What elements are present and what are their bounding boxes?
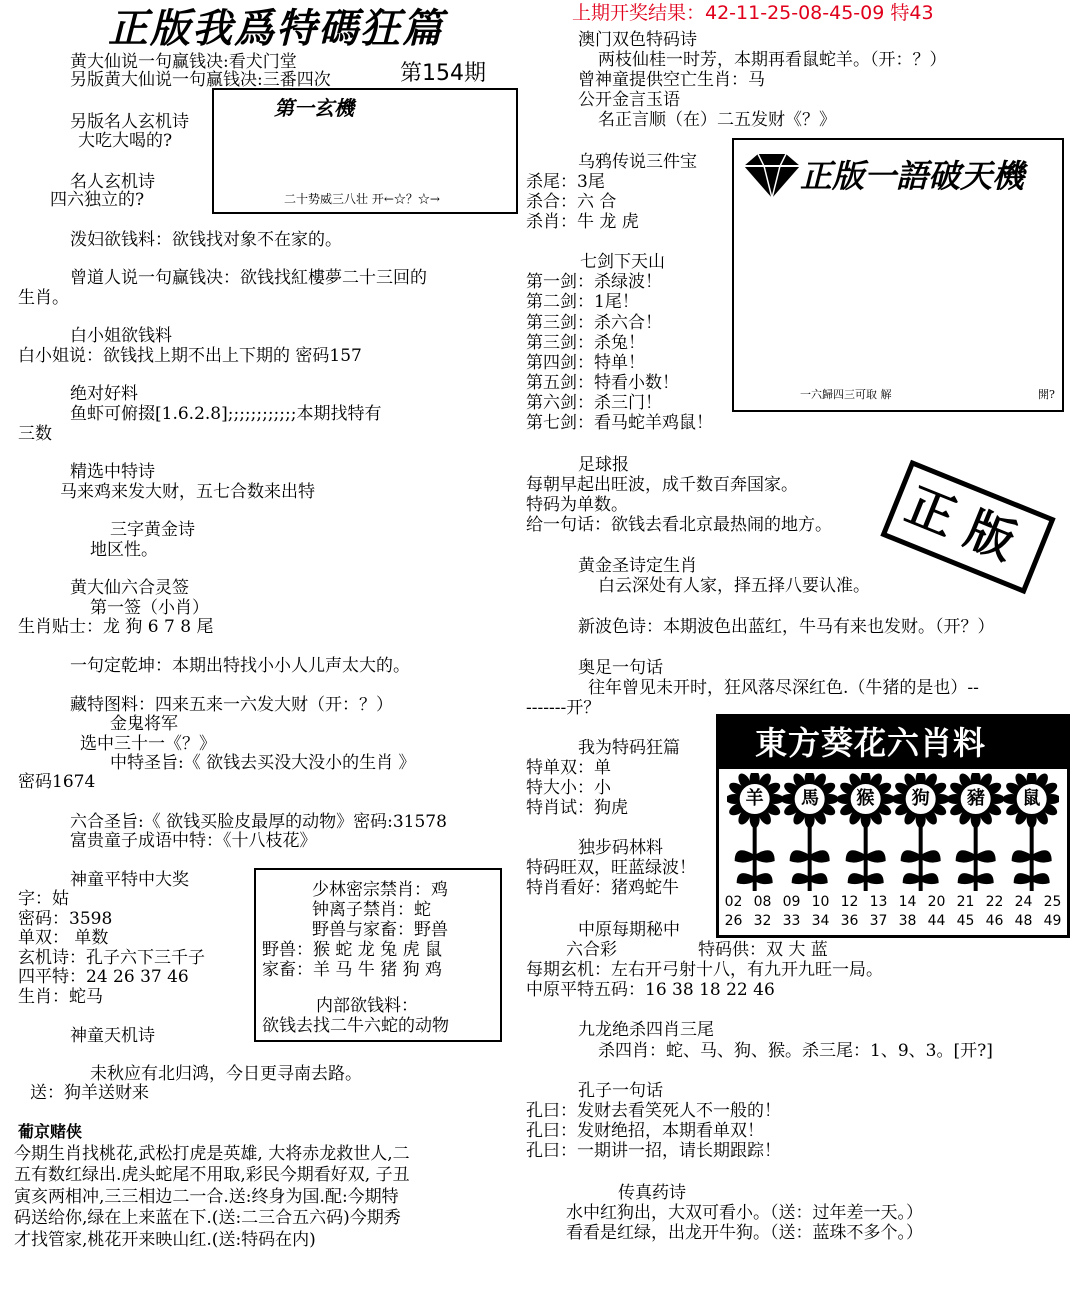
- right-line-7: 杀尾：3尾: [526, 172, 605, 192]
- sunflower-zodiac: [948, 773, 1003, 893]
- shaolin-line-3: 野兽与家畜：野兽: [312, 920, 448, 940]
- diamond-icon: [740, 152, 804, 200]
- left-line-44: 码送给你,绿在上来蓝在下.(送:二三合五六码)今期秀: [14, 1208, 401, 1228]
- shaolin-line-6: 内部欲钱料：: [316, 996, 418, 1016]
- sunflower-number: 09: [782, 894, 801, 910]
- right-line-22: 给一句话：欲钱去看北京最热闹的地方。: [526, 515, 832, 535]
- right-line-39: 每期玄机：左右开弓射十八，有九开九旺一局。: [526, 960, 883, 980]
- right-line-41: 九龙绝杀四肖三尾: [578, 1020, 714, 1040]
- right-line-1: 澳门双色特码诗: [578, 30, 697, 50]
- sunflower-zodiac: [838, 773, 893, 893]
- left-line-2: 另版黄大仙说一句赢钱决:三番四次: [70, 70, 331, 90]
- right-line-32: 特肖试：狗虎: [526, 798, 628, 818]
- right-line-44: 孔曰：发财去看笑死人不一般的！: [526, 1101, 781, 1121]
- sunflower-number: 38: [898, 913, 917, 929]
- left-line-10: 白小姐欲钱料: [70, 326, 172, 346]
- sunflower-number: 08: [753, 894, 772, 910]
- left-line-36: 生肖：蛇马: [18, 987, 103, 1007]
- right-line-10: 七剑下天山: [580, 252, 665, 272]
- right-line-16: 第五剑：特看小数！: [526, 373, 679, 393]
- sunflower-number: 25: [1043, 894, 1062, 910]
- left-line-39: 送：狗羊送财来: [30, 1083, 149, 1103]
- left-line-24: 金鬼将军: [110, 714, 178, 734]
- shaolin-line-1: 少林密宗禁肖：鸡: [312, 880, 448, 900]
- left-line-33: 单双： 单数: [18, 928, 109, 948]
- right-line-14: 第三剑：杀兔！: [526, 333, 645, 353]
- sunflower-zodiac: [893, 773, 948, 893]
- sunflower-number: 49: [1043, 913, 1062, 929]
- sunflower-title: 東方葵花六肖料: [755, 724, 987, 762]
- first-mystery-box: [212, 88, 518, 214]
- shaolin-line-7: 欲钱去找二牛六蛇的动物: [262, 1016, 449, 1036]
- sunflower-number: 24: [1014, 894, 1033, 910]
- shaolin-box: [254, 868, 502, 1042]
- sunflower-zodiac-label: 狗: [911, 788, 930, 809]
- left-line-11: 白小姐说：欲钱找上期不出上下期的 密码157: [18, 346, 362, 366]
- left-line-41: 今期生肖找桃花,武松打虎是英雄, 大将赤龙救世人,二: [14, 1144, 410, 1164]
- right-line-12: 第二剑：1尾！: [526, 292, 639, 312]
- left-line-42: 五有数红绿出.虎头蛇尾不用取,彩民今期看好双, 子丑: [14, 1165, 410, 1185]
- issue-number: 第154期: [400, 61, 486, 86]
- right-line-19: 足球报: [578, 455, 629, 475]
- left-line-3: 另版名人玄机诗: [70, 112, 189, 132]
- sunflower-number: 20: [927, 894, 946, 910]
- sunflower-number: 44: [927, 913, 946, 929]
- right-line-21: 特码为单数。: [526, 495, 628, 515]
- right-line-25: 新波色诗：本期波色出蓝红，牛马有来也发财。（开？）: [578, 617, 995, 637]
- right-line-9: 杀肖：牛 龙 虎: [526, 212, 639, 232]
- right-line-38: 特码供：双 大 蓝: [698, 940, 828, 960]
- right-line-24: 白云深处有人家，择五择八要认准。: [598, 576, 870, 596]
- masthead: 正版我爲特碼狂篇: [108, 6, 444, 52]
- sunflower-number: 36: [840, 913, 859, 929]
- right-line-30: 特单双：单: [526, 758, 611, 778]
- right-line-37: 六合彩: [566, 940, 617, 960]
- right-line-15: 第四剑：特单！: [526, 353, 645, 373]
- sunflower-number: 33: [782, 913, 801, 929]
- potianji-text: 一六歸四三可取 解: [800, 388, 892, 401]
- sunflower-number: 46: [985, 913, 1004, 929]
- left-line-32: 密码：3598: [18, 909, 113, 929]
- sunflower-number: 22: [985, 894, 1004, 910]
- left-line-26: 中特圣旨:《 欲钱去买没大没小的生肖 》: [110, 753, 416, 773]
- left-line-7: 泼妇欲钱料：欲钱找对象不在家的。: [70, 230, 342, 250]
- left-line-15: 精选中特诗: [70, 462, 155, 482]
- left-line-19: 黄大仙六合灵签: [70, 578, 189, 598]
- shaolin-line-4: 野兽：猴 蛇 龙 兔 虎 鼠: [262, 940, 443, 960]
- left-line-1: 黄大仙说一句赢钱决:看犬门堂: [70, 52, 297, 72]
- left-line-5: 名人玄机诗: [70, 172, 155, 192]
- left-line-4: 大吃大喝的?: [78, 131, 173, 151]
- sunflower-number: 32: [753, 913, 772, 929]
- right-line-45: 孔曰：发财绝招，本期看单双！: [526, 1121, 764, 1141]
- sunflower-zodiac: [1004, 773, 1059, 893]
- potianji-answer: 開?: [1038, 388, 1055, 401]
- sunflower-number: 12: [840, 894, 859, 910]
- first-mystery-text: 二十势威三八壮 开←☆？☆→: [284, 192, 440, 206]
- sunflower-number: 48: [1014, 913, 1033, 929]
- right-line-6: 乌鸦传说三件宝: [578, 152, 697, 172]
- genuine-stamp: [880, 460, 1055, 594]
- sunflower-zodiac-label: 猴: [856, 788, 875, 809]
- left-line-16: 马来鸡来发大财，五七合数来出特: [60, 482, 315, 502]
- right-line-46: 孔曰：一期讲一招，请长期跟踪！: [526, 1141, 781, 1161]
- sunflower-zodiac-label: 豬: [966, 788, 985, 809]
- left-line-22: 一句定乾坤：本期出特找小小人儿声太大的。: [70, 656, 410, 676]
- left-line-25: 选中三十一《？》: [80, 734, 216, 754]
- first-mystery-title: 第一玄機: [274, 96, 354, 120]
- right-line-2: 两枝仙桂一时芳，本期再看鼠蛇羊。（开：？）: [598, 50, 947, 70]
- left-line-8: 曾道人说一句赢钱决：欲钱找紅樓夢二十三回的: [70, 268, 427, 288]
- left-line-13: 鱼虾可俯掇[1.6.2.8];;;;;;;;;;;;本期找特有: [70, 404, 382, 424]
- left-line-17: 三字黄金诗: [110, 520, 195, 540]
- sunflower-zodiac: [727, 773, 782, 893]
- right-line-49: 看看是红绿，出龙开牛狗。（送：蓝珠不多个。）: [566, 1223, 923, 1243]
- sunflower-zodiac: [782, 773, 837, 893]
- left-line-27: 密码1674: [18, 772, 96, 792]
- left-line-21: 生肖贴士：龙 狗 6 7 8 尾: [18, 617, 214, 637]
- right-line-28: -------开？: [526, 698, 601, 718]
- left-line-43: 寅亥两相冲,三三相边二一合.送:终身为国.配:今期特: [14, 1187, 399, 1207]
- sunflower-number: 10: [811, 894, 830, 910]
- right-line-48: 水中红狗出，大双可看小。（送：过年差一天。）: [566, 1203, 923, 1223]
- left-line-31: 字：姑: [18, 889, 69, 909]
- number-row-2: [719, 912, 1067, 930]
- potianji-box: [732, 138, 1064, 412]
- right-line-3: 曾神童提供空亡生肖：马: [578, 70, 765, 90]
- right-line-36: 中原每期秘中: [578, 920, 680, 940]
- left-line-14: 三数: [18, 424, 52, 444]
- sunflower-zodiac-label: 馬: [800, 788, 819, 809]
- left-line-28: 六合圣旨:《 欲钱买脸皮最厚的动物》密码:31578: [70, 812, 447, 832]
- left-line-6: 四六独立的?: [50, 190, 145, 210]
- sunflower-number: 45: [956, 913, 975, 929]
- left-line-34: 玄机诗：孔子六下三千子: [18, 948, 205, 968]
- sunflower-number: 37: [869, 913, 888, 929]
- right-line-23: 黄金圣诗定生肖: [578, 556, 697, 576]
- right-line-34: 特码旺双，旺蓝绿波！: [526, 858, 696, 878]
- sunflower-zodiac-label: 羊: [745, 788, 764, 809]
- right-line-29: 我为特码狂篇: [578, 738, 680, 758]
- right-line-43: 孔子一句话: [578, 1081, 663, 1101]
- left-line-45: 才找管家,桃花开来映山红.(送:特码在内): [14, 1230, 316, 1250]
- right-line-33: 独步码林料: [578, 838, 663, 858]
- sunflower-number: 21: [956, 894, 975, 910]
- sunflower-number: 02: [724, 894, 743, 910]
- number-row-1: [719, 893, 1067, 911]
- sunflower-number: 13: [869, 894, 888, 910]
- right-line-26: 奥足一句话: [578, 658, 663, 678]
- right-line-4: 公开金言玉语: [578, 90, 680, 110]
- sunflower-number: 26: [724, 913, 743, 929]
- right-line-35: 特肖看好：猪鸡蛇牛: [526, 878, 679, 898]
- left-line-35: 四平特：24 26 37 46: [18, 967, 189, 987]
- left-line-38: 未秋应有北归鸿，今日更寻南去路。: [90, 1064, 362, 1084]
- left-line-40: 葡京赌侠: [18, 1122, 83, 1141]
- right-line-31: 特大小：小: [526, 778, 611, 798]
- potianji-title: 正版一語破天機: [800, 157, 1025, 195]
- left-line-18: 地区性。: [90, 540, 158, 560]
- shaolin-line-5: 家畜：羊 马 牛 猪 狗 鸡: [262, 960, 443, 980]
- left-line-12: 绝对好料: [70, 384, 138, 404]
- right-line-13: 第三剑：杀六合！: [526, 313, 662, 333]
- left-line-20: 第一签（小肖）: [90, 598, 209, 618]
- shaolin-line-2: 钟离子禁肖：蛇: [312, 900, 431, 920]
- right-line-18: 第七剑：看马蛇羊鸡鼠！: [526, 413, 713, 433]
- right-line-40: 中原平特五码：16 38 18 22 46: [526, 980, 775, 1000]
- last-result: 上期开奖结果：42-11-25-08-45-09 特43: [572, 2, 934, 24]
- sunflower-zodiac-label: 鼠: [1022, 788, 1041, 809]
- left-line-23: 藏特图料：四来五来一六发大财（开：？）: [70, 695, 393, 715]
- left-line-29: 富贵童子成语中特：《十八枝花》: [70, 831, 317, 851]
- right-line-11: 第一剑：杀绿波！: [526, 272, 662, 292]
- right-line-17: 第六剑：杀三门！: [526, 393, 662, 413]
- left-line-9: 生肖。: [18, 288, 69, 308]
- right-line-47: 传真药诗: [618, 1183, 686, 1203]
- sunflower-number: 34: [811, 913, 830, 929]
- right-line-8: 杀合：六 合: [526, 192, 617, 212]
- right-line-5: 名正言顺（在）二五发财《？》: [598, 110, 836, 130]
- sunflower-box: [716, 714, 1070, 938]
- genuine-stamp-text: 正版: [898, 477, 1038, 577]
- zodiac-row: [727, 773, 1059, 893]
- right-line-20: 每朝早起出旺波，成千数百奔国家。: [526, 475, 798, 495]
- sunflower-number: 14: [898, 894, 917, 910]
- right-line-42: 杀四肖：蛇、马、狗、猴。杀三尾：1、9、3。[开?]: [598, 1041, 993, 1061]
- right-line-27: 往年曾见未开时，狂风落尽深红色.（牛猪的是也）--: [588, 678, 979, 698]
- left-line-37: 神童天机诗: [70, 1026, 155, 1046]
- left-line-30: 神童平特中大奖: [70, 870, 189, 890]
